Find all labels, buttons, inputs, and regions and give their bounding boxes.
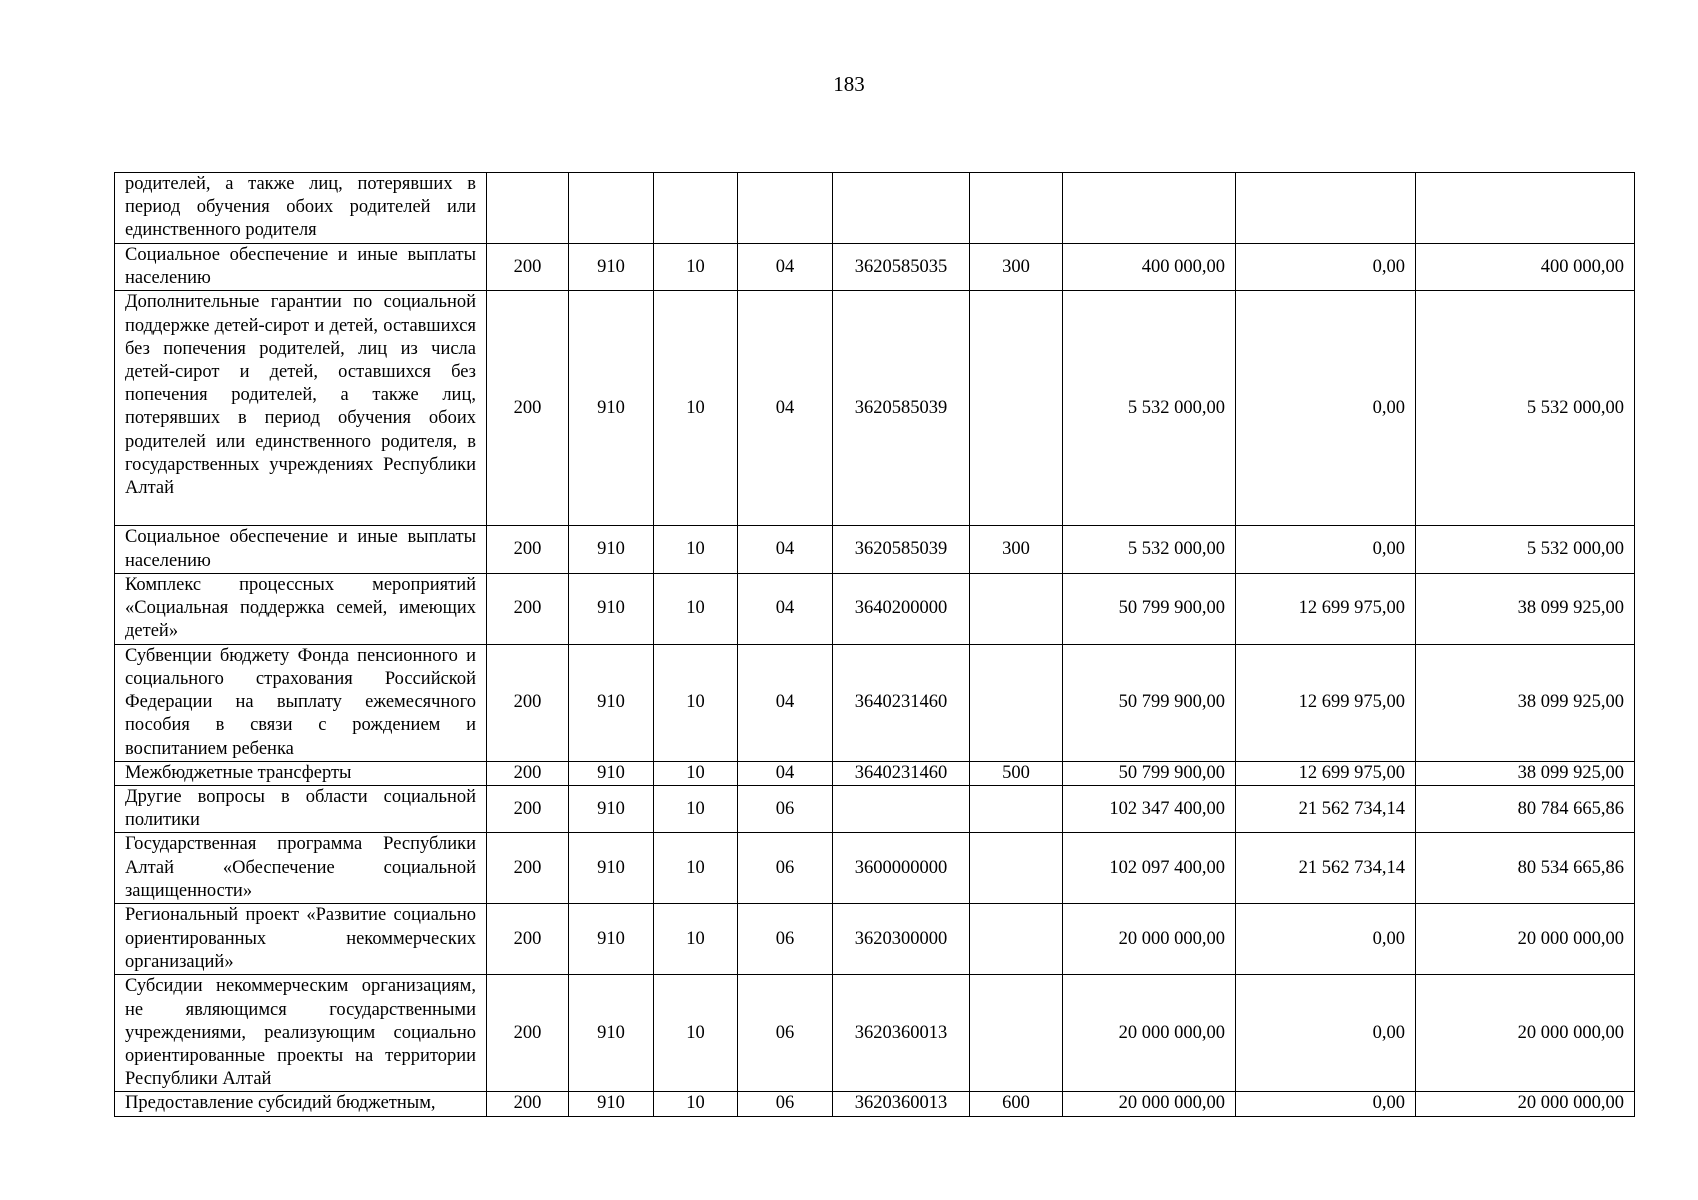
amount-regional: 400 000,00 [1416, 244, 1635, 291]
row-description: Субвенции бюджету Фонда пенсионного и социального страхования Российской Федерации на выплату ежемесячного пособия в связи с рождением и воспитанием ребенка [115, 644, 487, 761]
amount-regional: 20 000 000,00 [1416, 1092, 1635, 1116]
code-expense-type [970, 786, 1063, 833]
code-section: 10 [654, 975, 738, 1092]
amount-regional: 20 000 000,00 [1416, 975, 1635, 1092]
amount-total: 20 000 000,00 [1063, 1092, 1236, 1116]
row-description: Дополнительные гарантии по социальной поддержке детей-сирот и детей, оставшихся без попечения родителей, лиц из числа детей-сирот и детей, оставшихся без попечения родителей, а также лиц, потерявших в период обучения обоих родителей или единственного родителя, в государственных учреждениях Республики Алтай [115, 291, 487, 526]
code-admin: 200 [487, 786, 569, 833]
code-section: 10 [654, 904, 738, 975]
table-row [115, 786, 1635, 833]
budget-table [114, 172, 1635, 1117]
table-row [115, 1092, 1635, 1116]
amount-federal [1236, 173, 1416, 244]
code-ministry: 910 [569, 1092, 654, 1116]
amount-total: 50 799 900,00 [1063, 573, 1236, 644]
code-target-article [833, 786, 970, 833]
amount-total: 5 532 000,00 [1063, 526, 1236, 573]
code-section: 10 [654, 833, 738, 904]
code-expense-type [970, 904, 1063, 975]
table-row [115, 173, 1635, 244]
amount-total: 400 000,00 [1063, 244, 1236, 291]
amount-total: 102 097 400,00 [1063, 833, 1236, 904]
amount-regional: 38 099 925,00 [1416, 573, 1635, 644]
code-subsection [738, 173, 833, 244]
code-admin [487, 173, 569, 244]
code-subsection: 04 [738, 644, 833, 761]
row-description: Региональный проект «Развитие социально ориентированных некоммерческих организаций» [115, 904, 487, 975]
code-subsection: 04 [738, 761, 833, 785]
code-admin: 200 [487, 644, 569, 761]
table-row [115, 291, 1635, 526]
code-admin: 200 [487, 1092, 569, 1116]
code-ministry [569, 173, 654, 244]
amount-federal: 0,00 [1236, 1092, 1416, 1116]
code-target-article: 3620585039 [833, 526, 970, 573]
page-number: 183 [833, 72, 865, 96]
table-row [115, 244, 1635, 291]
code-subsection: 04 [738, 244, 833, 291]
code-subsection: 06 [738, 975, 833, 1092]
row-description: Государственная программа Республики Алтай «Обеспечение социальной защищенности» [115, 833, 487, 904]
amount-regional [1416, 173, 1635, 244]
code-section: 10 [654, 291, 738, 526]
amount-federal: 0,00 [1236, 291, 1416, 526]
code-expense-type [970, 173, 1063, 244]
code-target-article: 3620360013 [833, 1092, 970, 1116]
code-admin: 200 [487, 573, 569, 644]
code-subsection: 06 [738, 1092, 833, 1116]
code-section: 10 [654, 761, 738, 785]
amount-regional: 80 534 665,86 [1416, 833, 1635, 904]
code-admin: 200 [487, 761, 569, 785]
amount-regional: 5 532 000,00 [1416, 526, 1635, 573]
code-subsection: 04 [738, 291, 833, 526]
amount-federal: 12 699 975,00 [1236, 761, 1416, 785]
row-description: Социальное обеспечение и иные выплаты населению [115, 244, 487, 291]
code-admin: 200 [487, 833, 569, 904]
code-target-article [833, 173, 970, 244]
amount-federal: 21 562 734,14 [1236, 833, 1416, 904]
code-expense-type [970, 975, 1063, 1092]
code-ministry: 910 [569, 244, 654, 291]
code-admin: 200 [487, 244, 569, 291]
amount-federal: 12 699 975,00 [1236, 644, 1416, 761]
amount-total [1063, 173, 1236, 244]
amount-federal: 0,00 [1236, 975, 1416, 1092]
table-row [115, 761, 1635, 785]
code-section: 10 [654, 573, 738, 644]
code-target-article: 3620300000 [833, 904, 970, 975]
amount-regional: 38 099 925,00 [1416, 761, 1635, 785]
table-row [115, 904, 1635, 975]
amount-regional: 5 532 000,00 [1416, 291, 1635, 526]
code-ministry: 910 [569, 761, 654, 785]
code-ministry: 910 [569, 644, 654, 761]
code-expense-type [970, 833, 1063, 904]
amount-total: 102 347 400,00 [1063, 786, 1236, 833]
code-expense-type [970, 644, 1063, 761]
table-row [115, 573, 1635, 644]
code-expense-type [970, 291, 1063, 526]
amount-federal: 21 562 734,14 [1236, 786, 1416, 833]
row-description: Субсидии некоммерческим организациям, не являющимся государственными учреждениями, реализующим социально ориентированные проекты на территории Республики Алтай [115, 975, 487, 1092]
amount-regional: 38 099 925,00 [1416, 644, 1635, 761]
table-row [115, 975, 1635, 1092]
code-ministry: 910 [569, 526, 654, 573]
code-section: 10 [654, 244, 738, 291]
code-ministry: 910 [569, 291, 654, 526]
amount-federal: 0,00 [1236, 904, 1416, 975]
code-subsection: 06 [738, 833, 833, 904]
code-section: 10 [654, 526, 738, 573]
amount-federal: 0,00 [1236, 244, 1416, 291]
table-row [115, 833, 1635, 904]
code-ministry: 910 [569, 786, 654, 833]
code-section: 10 [654, 786, 738, 833]
code-section [654, 173, 738, 244]
code-expense-type: 300 [970, 526, 1063, 573]
row-description: Социальное обеспечение и иные выплаты населению [115, 526, 487, 573]
code-subsection: 06 [738, 904, 833, 975]
table-row [115, 526, 1635, 573]
code-subsection: 06 [738, 786, 833, 833]
row-description: родителей, а также лиц, потерявших в период обучения обоих родителей или единственного родителя [115, 173, 487, 244]
table-body [115, 173, 1635, 1117]
code-subsection: 04 [738, 573, 833, 644]
code-section: 10 [654, 644, 738, 761]
code-expense-type: 300 [970, 244, 1063, 291]
code-admin: 200 [487, 904, 569, 975]
amount-total: 5 532 000,00 [1063, 291, 1236, 526]
row-description: Предоставление субсидий бюджетным, [115, 1092, 487, 1116]
row-description: Межбюджетные трансферты [115, 761, 487, 785]
amount-federal: 0,00 [1236, 526, 1416, 573]
code-expense-type: 500 [970, 761, 1063, 785]
code-ministry: 910 [569, 573, 654, 644]
code-admin: 200 [487, 291, 569, 526]
code-target-article: 3640231460 [833, 761, 970, 785]
code-section: 10 [654, 1092, 738, 1116]
code-target-article: 3620360013 [833, 975, 970, 1092]
code-subsection: 04 [738, 526, 833, 573]
amount-regional: 80 784 665,86 [1416, 786, 1635, 833]
amount-federal: 12 699 975,00 [1236, 573, 1416, 644]
code-target-article: 3620585039 [833, 291, 970, 526]
amount-total: 50 799 900,00 [1063, 644, 1236, 761]
code-admin: 200 [487, 975, 569, 1092]
code-expense-type [970, 573, 1063, 644]
code-ministry: 910 [569, 904, 654, 975]
row-description: Другие вопросы в области социальной политики [115, 786, 487, 833]
amount-regional: 20 000 000,00 [1416, 904, 1635, 975]
code-target-article: 3640200000 [833, 573, 970, 644]
amount-total: 50 799 900,00 [1063, 761, 1236, 785]
amount-total: 20 000 000,00 [1063, 904, 1236, 975]
code-target-article: 3640231460 [833, 644, 970, 761]
code-admin: 200 [487, 526, 569, 573]
code-target-article: 3620585035 [833, 244, 970, 291]
code-expense-type: 600 [970, 1092, 1063, 1116]
code-ministry: 910 [569, 975, 654, 1092]
amount-total: 20 000 000,00 [1063, 975, 1236, 1092]
code-target-article: 3600000000 [833, 833, 970, 904]
code-ministry: 910 [569, 833, 654, 904]
table-row [115, 644, 1635, 761]
row-description: Комплекс процессных мероприятий «Социальная поддержка семей, имеющих детей» [115, 573, 487, 644]
